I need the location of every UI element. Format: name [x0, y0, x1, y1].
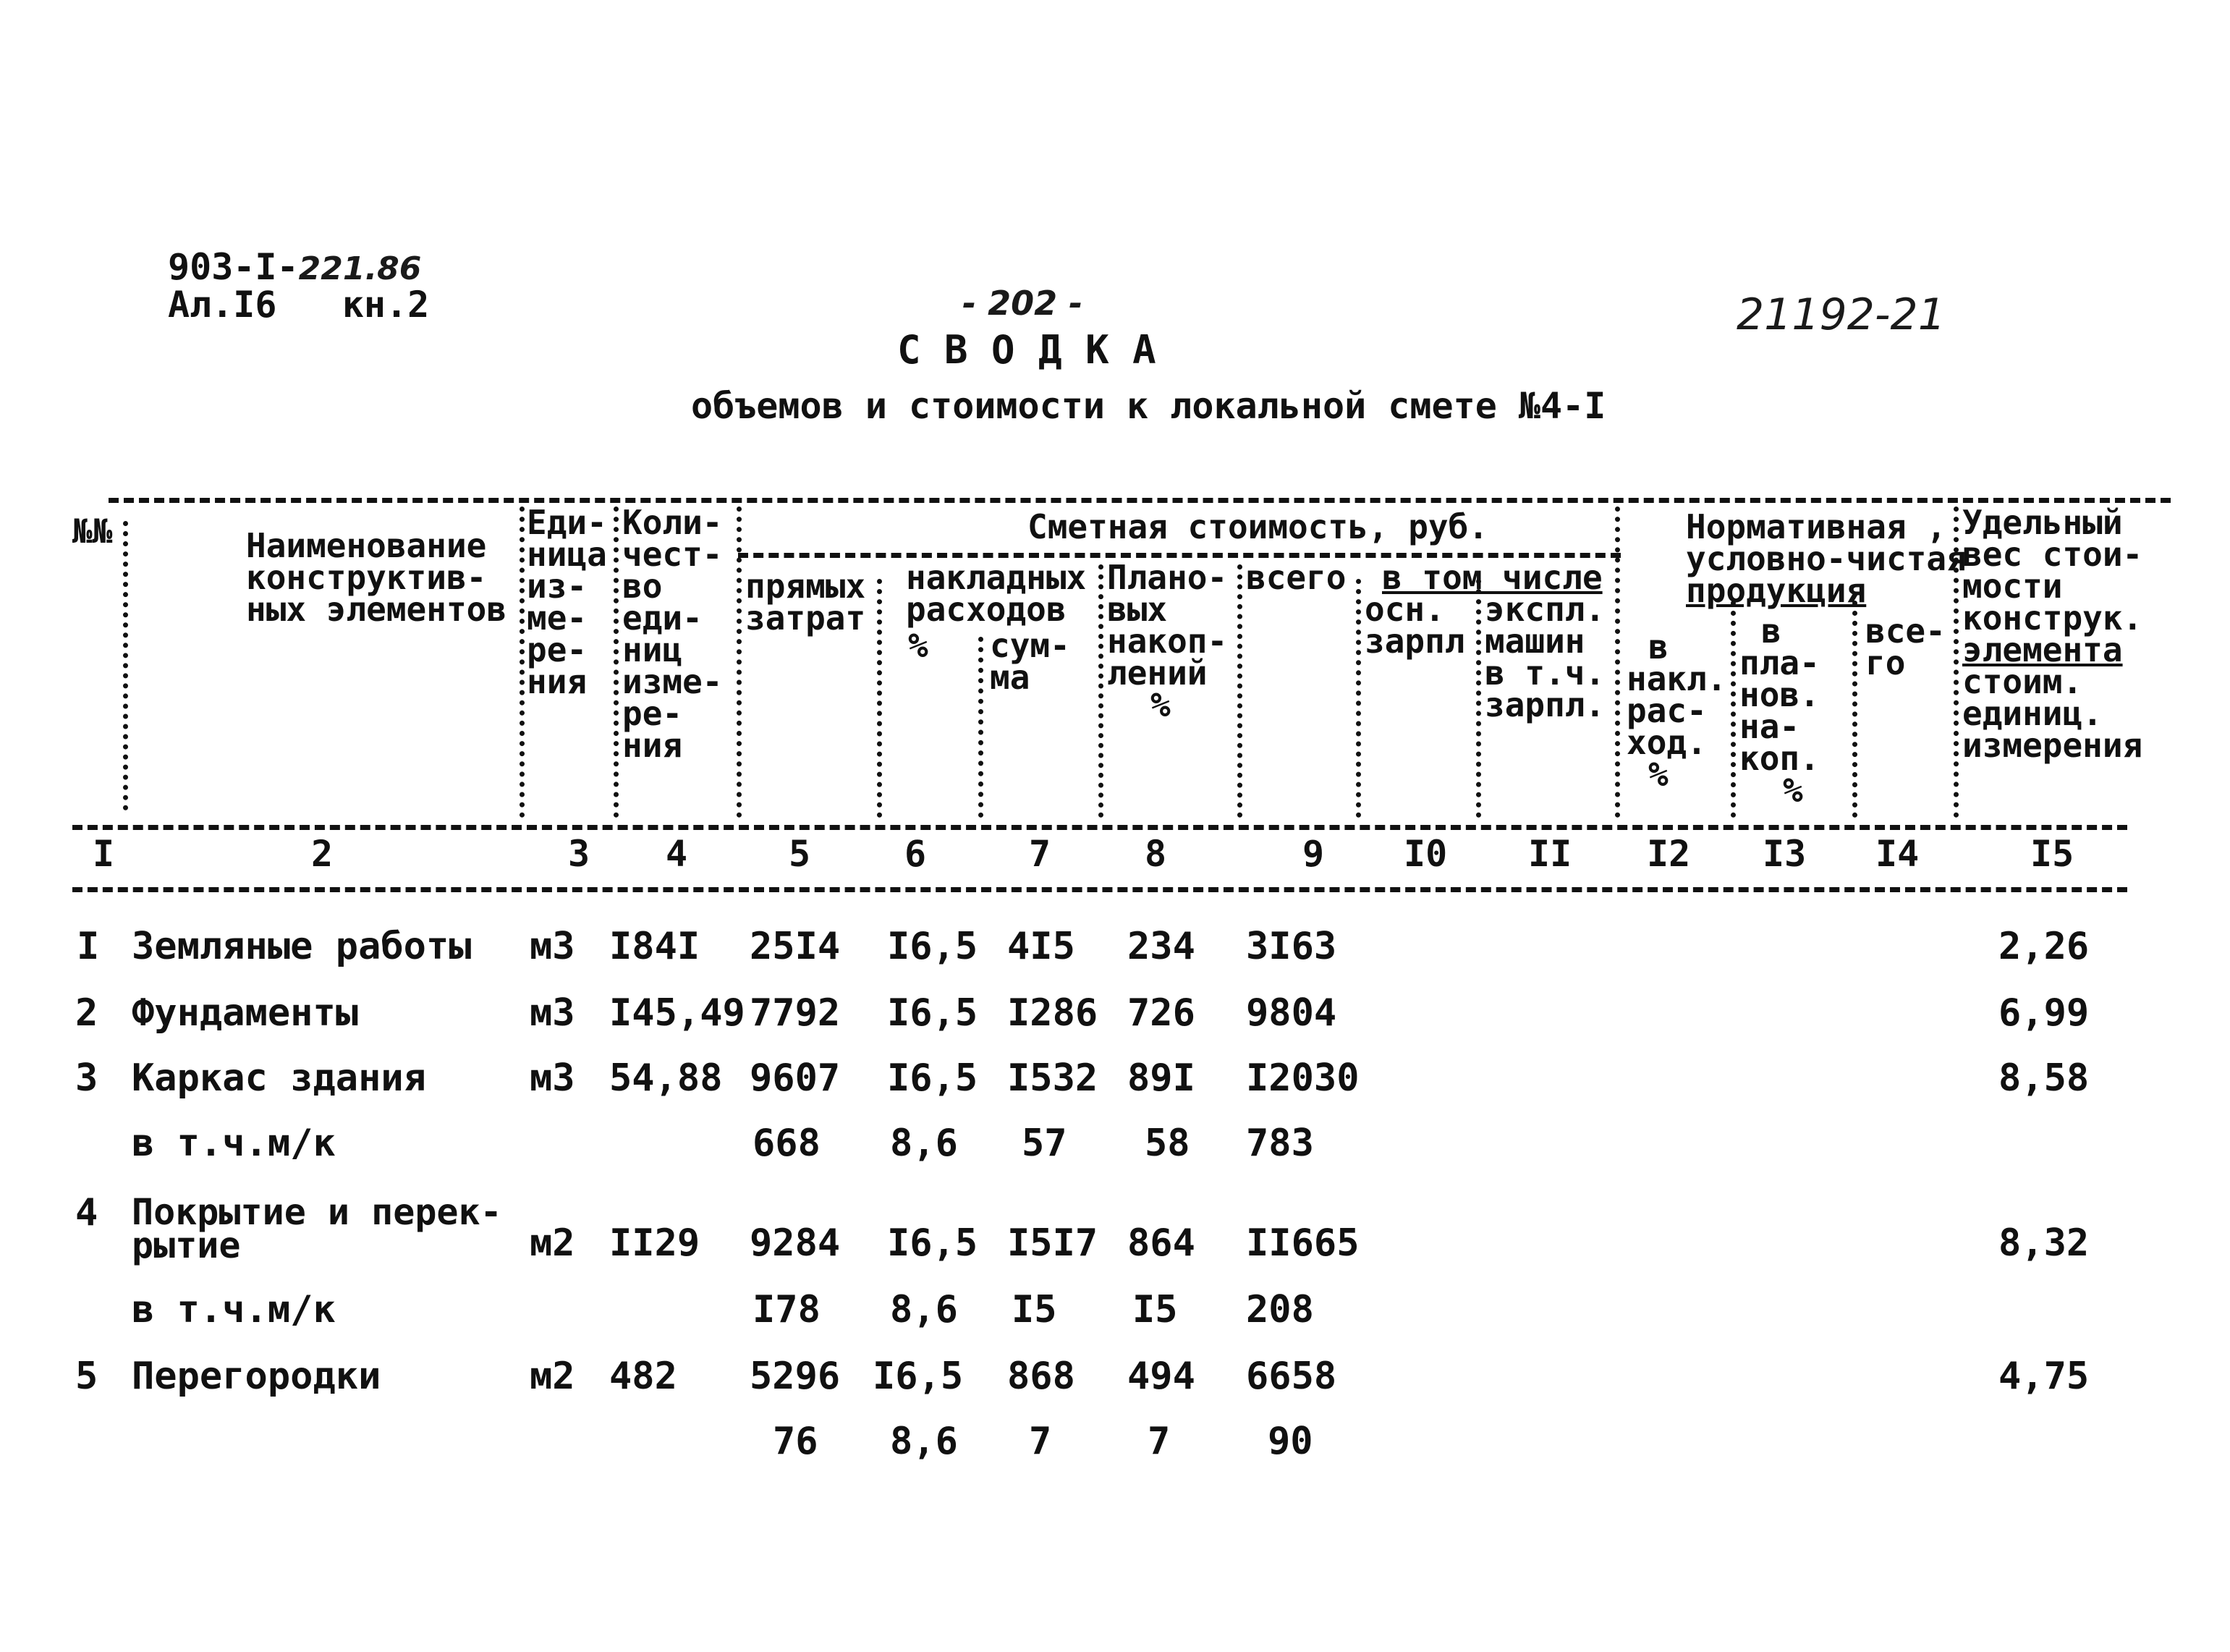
row-number: 4	[75, 1191, 98, 1234]
row-unit: м2	[530, 1221, 575, 1265]
header-norm-overhead: в накл. рас- ход. %	[1627, 627, 1727, 794]
col-sep	[520, 507, 525, 818]
header-total: всего	[1246, 558, 1347, 597]
row-name-continued: рытие	[132, 1224, 241, 1266]
row-overhead-pct: I6,5	[887, 991, 978, 1035]
row-share: 6,99	[1998, 991, 2090, 1035]
row-name: Земляные работы	[132, 925, 472, 968]
col-sep	[1356, 579, 1361, 818]
header-cost-group: Сметная стоимость, руб.	[1027, 507, 1488, 546]
header-qty: Коли- чест- во еди- ниц изме- ре- ния	[622, 503, 723, 765]
row-share: 8,32	[1998, 1221, 2090, 1265]
row-direct: 25I4	[750, 925, 841, 968]
row-overhead-sum: 868	[1007, 1355, 1075, 1398]
col-sep	[877, 579, 882, 818]
cost-group-rule	[738, 553, 1621, 558]
header-incl-group: в том числе	[1382, 558, 1603, 597]
doc-code-handwritten: 221.86	[298, 250, 422, 287]
header-incl-machines: экспл. машин в т.ч. зарпл.	[1485, 590, 1606, 724]
col-number: I3	[1763, 833, 1807, 875]
header-overhead: накладных расходов	[906, 558, 1087, 629]
row-name: в т.ч.м/к	[132, 1288, 336, 1331]
header-num: №№	[72, 512, 113, 551]
row-planned: 864	[1127, 1221, 1195, 1265]
table-top-rule	[109, 498, 2171, 503]
col-sep	[1852, 601, 1857, 818]
row-overhead-pct: 8,6	[890, 1288, 958, 1331]
row-overhead-pct: 8,6	[890, 1122, 958, 1165]
col-number: I5	[2030, 833, 2074, 875]
col-number: 2	[311, 833, 334, 875]
header-bottom-rule	[72, 825, 2127, 830]
row-unit: м3	[530, 991, 575, 1035]
row-overhead-sum: I5	[1012, 1288, 1057, 1331]
col-sep	[123, 521, 128, 810]
row-number: 5	[75, 1355, 98, 1398]
row-overhead-sum: 57	[1022, 1122, 1067, 1165]
row-overhead-sum: 4I5	[1007, 925, 1075, 968]
album-line: Ал.I6 кн.2	[168, 284, 430, 326]
page-number: - 202 -	[962, 284, 1083, 323]
row-total: 208	[1246, 1288, 1314, 1331]
row-direct: I78	[752, 1288, 821, 1331]
page-title: С В О Д К А	[897, 327, 1156, 373]
row-total: 6658	[1246, 1355, 1337, 1398]
col-number: 5	[789, 833, 811, 875]
header-norm-group: Нормативная , условно-чистая продукция	[1686, 507, 1967, 610]
page-subtitle: объемов и стоимости к локальной смете №4-I	[691, 385, 1606, 427]
col-sep	[1731, 601, 1736, 818]
row-planned: 234	[1127, 925, 1195, 968]
row-overhead-sum: I286	[1007, 991, 1098, 1035]
header-name: Наименование конструктив- ных элементов	[246, 526, 507, 629]
col-number: 9	[1302, 833, 1325, 875]
row-qty: I84I	[609, 925, 700, 968]
row-planned: I5	[1132, 1288, 1178, 1331]
row-qty: II29	[609, 1221, 700, 1265]
header-norm-total: все- го	[1865, 611, 1946, 682]
row-planned: 58	[1145, 1122, 1190, 1165]
col-number: 6	[904, 833, 927, 875]
row-share: 8,58	[1998, 1056, 2090, 1100]
row-overhead-pct: I6,5	[873, 1355, 964, 1398]
row-total: II665	[1246, 1221, 1360, 1265]
row-qty: 54,88	[609, 1056, 723, 1100]
row-overhead-pct: I6,5	[887, 1221, 978, 1265]
row-direct: 5296	[750, 1355, 841, 1398]
col-sep	[737, 507, 742, 818]
header-unit: Еди- ница из- ме- ре- ния	[527, 503, 607, 701]
row-name: Перегородки	[132, 1355, 381, 1398]
row-overhead-pct: I6,5	[887, 1056, 978, 1100]
doc-code	[168, 246, 421, 288]
col-sep	[1476, 579, 1481, 818]
row-direct: 9607	[750, 1056, 841, 1100]
col-number: I2	[1647, 833, 1691, 875]
row-number: 3	[75, 1056, 98, 1100]
header-direct: прямых затрат	[745, 567, 866, 637]
row-total: 9804	[1246, 991, 1337, 1035]
row-name: Покрытие и перек-	[132, 1191, 502, 1233]
row-name: Фундаменты	[132, 991, 359, 1035]
col-numbers-bottom-rule	[72, 887, 2127, 892]
archive-number: 21192-21	[1737, 289, 1946, 340]
doc-code-prefix: 903-I-	[168, 246, 299, 288]
header-norm-planned: в пла- нов. на- коп. %	[1739, 611, 1820, 810]
row-planned: 494	[1127, 1355, 1195, 1398]
header-overhead-pct: %	[908, 626, 928, 665]
row-direct: 76	[773, 1420, 818, 1463]
col-number: I4	[1875, 833, 1920, 875]
col-number: 8	[1145, 833, 1167, 875]
row-name: в т.ч.м/к	[132, 1122, 336, 1165]
col-number: I	[93, 833, 115, 875]
header-incl-wage: осн. зарпл	[1365, 590, 1465, 661]
row-total: I2030	[1246, 1056, 1360, 1100]
row-planned: 726	[1127, 991, 1195, 1035]
col-sep	[614, 507, 619, 818]
row-planned: 89I	[1127, 1056, 1195, 1100]
row-share: 4,75	[1998, 1355, 2090, 1398]
row-direct: 9284	[750, 1221, 841, 1265]
row-number: 2	[75, 991, 98, 1035]
row-overhead-pct: I6,5	[887, 925, 978, 968]
col-sep	[978, 637, 983, 818]
header-planned: Плано- вых накоп- лений %	[1107, 558, 1228, 724]
row-total: 783	[1246, 1122, 1314, 1165]
row-unit: м2	[530, 1355, 575, 1398]
row-qty: 482	[609, 1355, 677, 1398]
row-qty: I45,49	[609, 991, 745, 1035]
header-overhead-sum: сум- ма	[990, 626, 1070, 697]
row-overhead-pct: 8,6	[890, 1420, 958, 1463]
row-number: I	[77, 925, 100, 968]
row-direct: 7792	[750, 991, 841, 1035]
row-direct: 668	[752, 1122, 821, 1165]
row-unit: м3	[530, 925, 575, 968]
row-planned: 7	[1148, 1420, 1171, 1463]
row-overhead-sum: I532	[1007, 1056, 1098, 1100]
col-sep	[1237, 564, 1242, 818]
row-share: 2,26	[1998, 925, 2090, 968]
row-total: 3I63	[1246, 925, 1337, 968]
col-number: I0	[1404, 833, 1448, 875]
col-number: 7	[1029, 833, 1051, 875]
row-unit: м3	[530, 1056, 575, 1100]
col-number: II	[1528, 833, 1572, 875]
row-name: Каркас здания	[132, 1056, 426, 1100]
col-number: 3	[568, 833, 590, 875]
row-total: 90	[1268, 1420, 1313, 1463]
row-overhead-sum: 7	[1029, 1420, 1052, 1463]
col-sep	[1098, 564, 1103, 818]
col-sep	[1615, 507, 1620, 818]
header-share: Удельный вес стои- мости конструк. элемента стоим. единиц. измерения	[1962, 503, 2143, 765]
col-number: 4	[666, 833, 688, 875]
row-overhead-sum: I5I7	[1007, 1221, 1098, 1265]
